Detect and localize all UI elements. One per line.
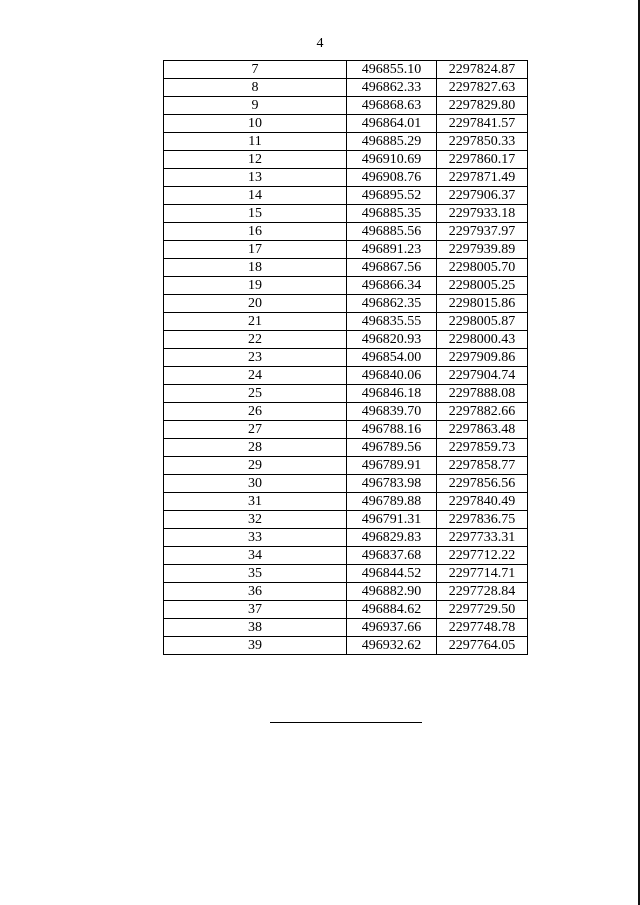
y-coordinate-cell: 2297856.56 xyxy=(437,475,528,493)
table-row xyxy=(164,223,528,241)
point-number-cell: 33 xyxy=(164,529,347,547)
y-coordinate-cell: 2297939.89 xyxy=(437,241,528,259)
x-coordinate-cell: 496846.18 xyxy=(347,385,437,403)
point-number-cell: 22 xyxy=(164,331,347,349)
table-row xyxy=(164,115,528,133)
x-coordinate-cell: 496910.69 xyxy=(347,151,437,169)
x-coordinate-cell: 496866.34 xyxy=(347,277,437,295)
y-coordinate-cell: 2298005.87 xyxy=(437,313,528,331)
table-row xyxy=(164,583,528,601)
y-coordinate-cell: 2298000.43 xyxy=(437,331,528,349)
point-number-cell: 19 xyxy=(164,277,347,295)
y-coordinate-cell: 2297859.73 xyxy=(437,439,528,457)
table-row xyxy=(164,439,528,457)
point-number-cell: 12 xyxy=(164,151,347,169)
x-coordinate-cell: 496789.56 xyxy=(347,439,437,457)
table-row xyxy=(164,493,528,511)
table-row xyxy=(164,619,528,637)
y-coordinate-cell: 2297906.37 xyxy=(437,187,528,205)
table-row xyxy=(164,151,528,169)
x-coordinate-cell: 496788.16 xyxy=(347,421,437,439)
x-coordinate-cell: 496789.88 xyxy=(347,493,437,511)
point-number-cell: 18 xyxy=(164,259,347,277)
table-row xyxy=(164,367,528,385)
table-row xyxy=(164,133,528,151)
table-row xyxy=(164,241,528,259)
table-row xyxy=(164,61,528,79)
x-coordinate-cell: 496854.00 xyxy=(347,349,437,367)
table-row xyxy=(164,601,528,619)
y-coordinate-cell: 2297748.78 xyxy=(437,619,528,637)
table-row xyxy=(164,349,528,367)
x-coordinate-cell: 496885.29 xyxy=(347,133,437,151)
x-coordinate-cell: 496839.70 xyxy=(347,403,437,421)
y-coordinate-cell: 2297863.48 xyxy=(437,421,528,439)
y-coordinate-cell: 2297888.08 xyxy=(437,385,528,403)
point-number-cell: 38 xyxy=(164,619,347,637)
x-coordinate-cell: 496937.66 xyxy=(347,619,437,637)
point-number-cell: 32 xyxy=(164,511,347,529)
y-coordinate-cell: 2297840.49 xyxy=(437,493,528,511)
table-row xyxy=(164,79,528,97)
x-coordinate-cell: 496864.01 xyxy=(347,115,437,133)
x-coordinate-cell: 496891.23 xyxy=(347,241,437,259)
table-row xyxy=(164,529,528,547)
point-number-cell: 39 xyxy=(164,637,347,655)
x-coordinate-cell: 496789.91 xyxy=(347,457,437,475)
table-row xyxy=(164,205,528,223)
point-number-cell: 31 xyxy=(164,493,347,511)
x-coordinate-cell: 496855.10 xyxy=(347,61,437,79)
x-coordinate-cell: 496932.62 xyxy=(347,637,437,655)
point-number-cell: 28 xyxy=(164,439,347,457)
point-number-cell: 20 xyxy=(164,295,347,313)
table-row xyxy=(164,565,528,583)
y-coordinate-cell: 2298005.25 xyxy=(437,277,528,295)
point-number-cell: 26 xyxy=(164,403,347,421)
point-number-cell: 35 xyxy=(164,565,347,583)
point-number-cell: 24 xyxy=(164,367,347,385)
x-coordinate-cell: 496868.63 xyxy=(347,97,437,115)
y-coordinate-cell: 2297858.77 xyxy=(437,457,528,475)
y-coordinate-cell: 2297824.87 xyxy=(437,61,528,79)
point-number-cell: 21 xyxy=(164,313,347,331)
x-coordinate-cell: 496908.76 xyxy=(347,169,437,187)
coordinates-table xyxy=(163,60,528,655)
x-coordinate-cell: 496867.56 xyxy=(347,259,437,277)
y-coordinate-cell: 2297904.74 xyxy=(437,367,528,385)
y-coordinate-cell: 2297836.75 xyxy=(437,511,528,529)
table-row xyxy=(164,385,528,403)
y-coordinate-cell: 2297860.17 xyxy=(437,151,528,169)
table-row xyxy=(164,331,528,349)
y-coordinate-cell: 2298015.86 xyxy=(437,295,528,313)
point-number-cell: 29 xyxy=(164,457,347,475)
table-row xyxy=(164,313,528,331)
table-row xyxy=(164,187,528,205)
x-coordinate-cell: 496862.33 xyxy=(347,79,437,97)
x-coordinate-cell: 496884.62 xyxy=(347,601,437,619)
x-coordinate-cell: 496791.31 xyxy=(347,511,437,529)
point-number-cell: 17 xyxy=(164,241,347,259)
y-coordinate-cell: 2297729.50 xyxy=(437,601,528,619)
point-number-cell: 13 xyxy=(164,169,347,187)
point-number-cell: 16 xyxy=(164,223,347,241)
point-number-cell: 34 xyxy=(164,547,347,565)
x-coordinate-cell: 496835.55 xyxy=(347,313,437,331)
coordinates-table-body xyxy=(164,61,528,655)
table-row xyxy=(164,97,528,115)
y-coordinate-cell: 2297871.49 xyxy=(437,169,528,187)
table-row xyxy=(164,259,528,277)
table-row xyxy=(164,457,528,475)
y-coordinate-cell: 2297850.33 xyxy=(437,133,528,151)
table-row xyxy=(164,547,528,565)
y-coordinate-cell: 2297728.84 xyxy=(437,583,528,601)
y-coordinate-cell: 2298005.70 xyxy=(437,259,528,277)
y-coordinate-cell: 2297909.86 xyxy=(437,349,528,367)
table-row xyxy=(164,421,528,439)
point-number-cell: 15 xyxy=(164,205,347,223)
table-row xyxy=(164,169,528,187)
point-number-cell: 25 xyxy=(164,385,347,403)
x-coordinate-cell: 496882.90 xyxy=(347,583,437,601)
y-coordinate-cell: 2297714.71 xyxy=(437,565,528,583)
y-coordinate-cell: 2297733.31 xyxy=(437,529,528,547)
x-coordinate-cell: 496862.35 xyxy=(347,295,437,313)
y-coordinate-cell: 2297827.63 xyxy=(437,79,528,97)
signature-line xyxy=(270,722,422,723)
y-coordinate-cell: 2297841.57 xyxy=(437,115,528,133)
y-coordinate-cell: 2297764.05 xyxy=(437,637,528,655)
point-number-cell: 11 xyxy=(164,133,347,151)
y-coordinate-cell: 2297937.97 xyxy=(437,223,528,241)
x-coordinate-cell: 496840.06 xyxy=(347,367,437,385)
x-coordinate-cell: 496844.52 xyxy=(347,565,437,583)
y-coordinate-cell: 2297933.18 xyxy=(437,205,528,223)
x-coordinate-cell: 496885.56 xyxy=(347,223,437,241)
point-number-cell: 23 xyxy=(164,349,347,367)
point-number-cell: 37 xyxy=(164,601,347,619)
page-number: 4 xyxy=(316,36,324,51)
y-coordinate-cell: 2297829.80 xyxy=(437,97,528,115)
x-coordinate-cell: 496895.52 xyxy=(347,187,437,205)
point-number-cell: 27 xyxy=(164,421,347,439)
y-coordinate-cell: 2297712.22 xyxy=(437,547,528,565)
table-row xyxy=(164,475,528,493)
point-number-cell: 7 xyxy=(164,61,347,79)
table-row xyxy=(164,637,528,655)
x-coordinate-cell: 496837.68 xyxy=(347,547,437,565)
table-row xyxy=(164,403,528,421)
y-coordinate-cell: 2297882.66 xyxy=(437,403,528,421)
point-number-cell: 30 xyxy=(164,475,347,493)
table-row xyxy=(164,277,528,295)
x-coordinate-cell: 496783.98 xyxy=(347,475,437,493)
table-row xyxy=(164,295,528,313)
point-number-cell: 14 xyxy=(164,187,347,205)
point-number-cell: 9 xyxy=(164,97,347,115)
point-number-cell: 8 xyxy=(164,79,347,97)
x-coordinate-cell: 496829.83 xyxy=(347,529,437,547)
x-coordinate-cell: 496885.35 xyxy=(347,205,437,223)
table-row xyxy=(164,511,528,529)
point-number-cell: 10 xyxy=(164,115,347,133)
point-number-cell: 36 xyxy=(164,583,347,601)
x-coordinate-cell: 496820.93 xyxy=(347,331,437,349)
